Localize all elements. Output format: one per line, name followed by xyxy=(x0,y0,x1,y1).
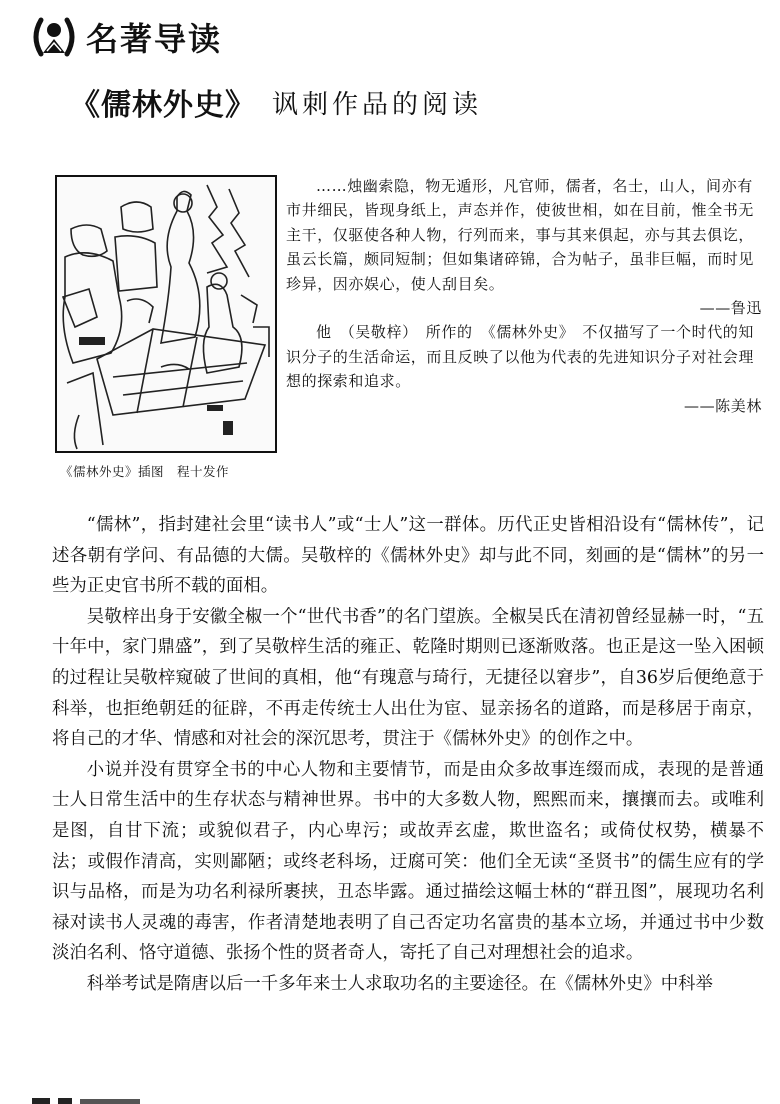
reading-person-icon xyxy=(28,16,80,58)
section-title: 名著导读 xyxy=(86,20,223,58)
section-header xyxy=(28,14,222,60)
epigraph-quotes xyxy=(286,174,766,418)
body-paragraph: 吴敬梓出身于安徽全椒一个“世代书香”的名门望族。全椒吴氏在清初曾经显赫一时，“五十年中，家门鼎盛”，到了吴敬梓生活的雍正、乾隆时期则已逐渐败落。也正是这一坠入困顿的过程让吴敬梓窥破了世间的真相，他“有瑰意与琦行，无捷径以窘步”，自36岁后便绝意于科举，也拒绝朝廷的征辟，不再走传统士人出仕为宦、显亲扬名的道路，而是移居于南京，将自己的才华、情感和对社会的深沉思考，贯注于《儒林外史》的创作之中。 xyxy=(52,606,764,750)
quote-text: 他 （吴敬梓） 所作的 《儒林外史》 不仅描写了一个时代的知识分子的生活命运，而且反映了以他为代表的先进知识分子对社会理想的探索和追求。 xyxy=(286,323,755,391)
book-title: 《儒林外史》 xyxy=(70,88,256,123)
illustration-caption: 《儒林外史》插图 程十发作 xyxy=(60,464,230,479)
book-illustration xyxy=(55,175,277,453)
illustration-drawing xyxy=(57,177,275,451)
body-paragraph: 小说并没有贯穿全书的中心人物和主要情节，而是由众多故事连缀而成，表现的是普通士人日常生活中的生存状态与精神世界。书中的大多数人物，熙熙而来，攘攘而去。或唯利是图，自甘下流；或貌似君子，内心卑污；或故弄玄虚，欺世盗名；或倚仗权势，横暴不法；或假作清高，实则鄙陋；或终老科场，迂腐可笑：他们全无读“圣贤书”的儒生应有的学识与品格，而是为功名利禄所裹挟，丑态毕露。通过描绘这幅士林的“群丑图”，展现功名利禄对读书人灵魂的毒害，作者清楚地表明了自己否定功名富贵的基本立场，并通过书中少数淡泊名利、恪守道德、张扬个性的贤者奇人，寄托了自己对理想社会的追求。 xyxy=(52,759,764,964)
body-paragraph: 科举考试是隋唐以后一千多年来士人求取功名的主要途径。在《儒林外史》中科举 xyxy=(86,973,713,994)
article-body xyxy=(52,510,764,1000)
quote-text: ……烛幽索隐，物无遁形，凡官师，儒者，名士，山人，间亦有市井细民，皆现身纸上，声态并作，使彼世相，如在目前，惟全书无主干，仅驱使各种人物，行列而来，事与其来俱起，亦与其去俱讫，虽云长篇，颇同短制；但如集诸碎锦，合为帖子，虽非巨幅，而时见珍异，因亦娱心，使人刮目矣。 xyxy=(286,177,755,293)
quote-author: ——鲁迅 xyxy=(699,299,762,318)
page-footer-fragment xyxy=(32,1094,192,1104)
body-paragraph: “儒林”，指封建社会里“读书人”或“士人”这一群体。历代正史皆相沿设有“儒林传”，记述各朝有学问、有品德的大儒。吴敬梓的《儒林外史》却与此不同，刻画的是“儒林”的另一些为正史官书所不载的面相。 xyxy=(52,515,764,597)
article-subtitle: 讽刺作品的阅读 xyxy=(272,90,483,120)
quote-author: ——陈美林 xyxy=(683,396,762,415)
